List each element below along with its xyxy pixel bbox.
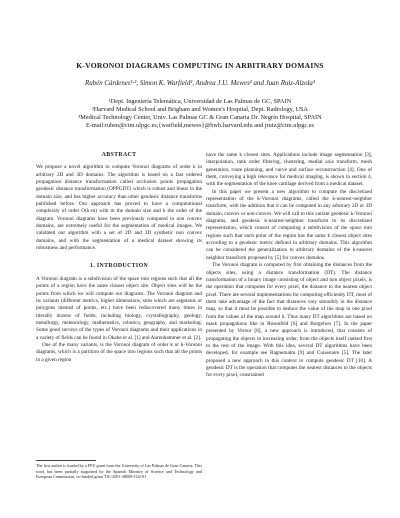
left-column xyxy=(36,152,202,364)
footnote: The first author is funded by a FPU grant from the University of Las Palmas de Gran Canaria. This work has been partially supported by the Spanish Ministry of Science and Technology and European Commission, co-funded grant TIC-2001-38008-C02-01 xyxy=(36,463,202,480)
right-paragraph-3: The Voronoi diagram is computed by first obtaining the distances from the objects sites, using a distance transformation (DT). The distance transformation of a binary image consisting of object and non object pixels, is the operation that computes for every pixel, the distance to the nearest object pixel. There are several implementations for computing efficiently DT, most of them take advantage of the fact that distances vary smoothly in the distance map, so that it must be possible to deduce the value of the map in one pixel from the values of the map around it. Thus many DT algorithms are based on mask propagations like in Rosenfeld [6] and Borgefors [7]. In the paper presented by Vernor [8], a new approach is introduced, that consists of propagating the objects in increasing order, from the objects itself ranked first to the rest of the image. With this idea, several DT algorithms have been developed, for example see Ragnemalm [9] and Cuisenaire [5]. The later proposed a new approach in this context to compute geodesic DT [10]. A geodesic DT is the operation that computes the nearest distances to the objects for every pixel, constrained xyxy=(206,262,372,379)
paper-title: K-VORONOI DIAGRAMS COMPUTING IN ARBITRARY DOMAINS xyxy=(76,61,324,70)
introduction-heading: 1. INTRODUCTION xyxy=(89,263,149,270)
paper-authors: Rubén Cárdenes¹·³, Simon K. Warfield², Andrea J.U. Mewes² and Juan Ruiz-Alzola³ xyxy=(85,80,315,87)
right-paragraph-1: have the same k closest sites. Applications include image segmentation [3], interpolation, rank order filtering, clustering, medial axis transform, mesh generation, route planning, and curve and surface reconstruction [4]. One of them, conveying a high relevance for medical imaging, is shown in section 4, with the segmentation of the knee cartilage derived from a medical dataset. xyxy=(206,152,372,188)
intro-paragraph-1: A Voronoi diagram is a subdivision of the space into regions such that all the points of a region have the same closest object site. Object sites will be the points from which we will compute our diagrams. The Voronoi diagram and its variants (different metrics, higher dimensions, sites which are segments or polygons instead of points, etc.) have been rediscovered many times in literally dozens of fields, including biology, crystallography, geology, metallurgy, meteorology, mathematics, robotics, geography, and marketing. Some good surveys of the types of Voronoi diagrams and their applications in a variety of fields can be found in Okabe et al. [1] and Aurenhammer et al. [2]. xyxy=(36,275,202,341)
author-emails: E-mail:ruben@ctm.ulpgc.es,{warfield,mewes}@bwh.harvard.edu and jruiz@ctm.ulpgc.es xyxy=(85,122,315,129)
right-column xyxy=(206,152,372,380)
abstract-heading: ABSTRACT xyxy=(101,152,137,158)
abstract-text: We propose a novel algorithm to compute Voronoi diagrams of order k in arbitrary 2D and 3D domains. The algorithm is based on a fast ordered propagation distance transformation called occlusion points propagation geodesic distance transformation (OPPGDT) which is robust and linear in the domain size, and has higher accuracy than other geodesic distance transforms published before. Our approach has proved to have a computational complexity of order O(k·m) with m the domain size and k the order of the diagram. Voronoi diagrams have been previously computed in non convex domains, are extremely useful for the segmentation of medical images. We validated our algorithm with a set of 2D and 3D synthetic non convex domains, and with the segmentation of a medical dataset showing its robustness and performance. xyxy=(36,164,202,252)
right-paragraph-2: In this paper we present a new algorithm to compute the discretized representation of the k-Voronoi diagrams, called the k-nearest-neighbor transform, with the addition that it can be computed in any arbitrary 2D or 3D domain, convex or non-convex. We will call to this variant geodesic k-Voronoi diagrams, and geodesic k-nearest-neighbor transform to its discretized representation, which consist of computing a subdivision of the space into regions such that each point of the region has the same k closest object sites according to a geodesic metric defined in arbitrary domains. This algorithm can be considered the generalization to arbitrary domains of the k-nearest neighbor transform proposed by [5] for convex domains. xyxy=(206,188,372,261)
affiliation-1: ¹Dept. Ingeniería Telemática, Universidad de Las Palmas de GC, SPAIN xyxy=(108,98,292,105)
footnote-rule xyxy=(36,460,96,461)
affiliation-3: ³Medical Technology Center, Univ. Las Palmas GC & Gran Canaria Dr. Negrín Hospital, SPAIN xyxy=(78,114,322,121)
intro-paragraph-2: One of the many variants, is the Voronoi diagram of order k or k-Voronoi diagrams, which is a partition of the space into regions such that all the points in a given region xyxy=(36,341,202,363)
affiliation-2: ²Harvard Medical School and Brigham and Women's Hospital, Dept. Radiology, USA xyxy=(91,106,309,113)
